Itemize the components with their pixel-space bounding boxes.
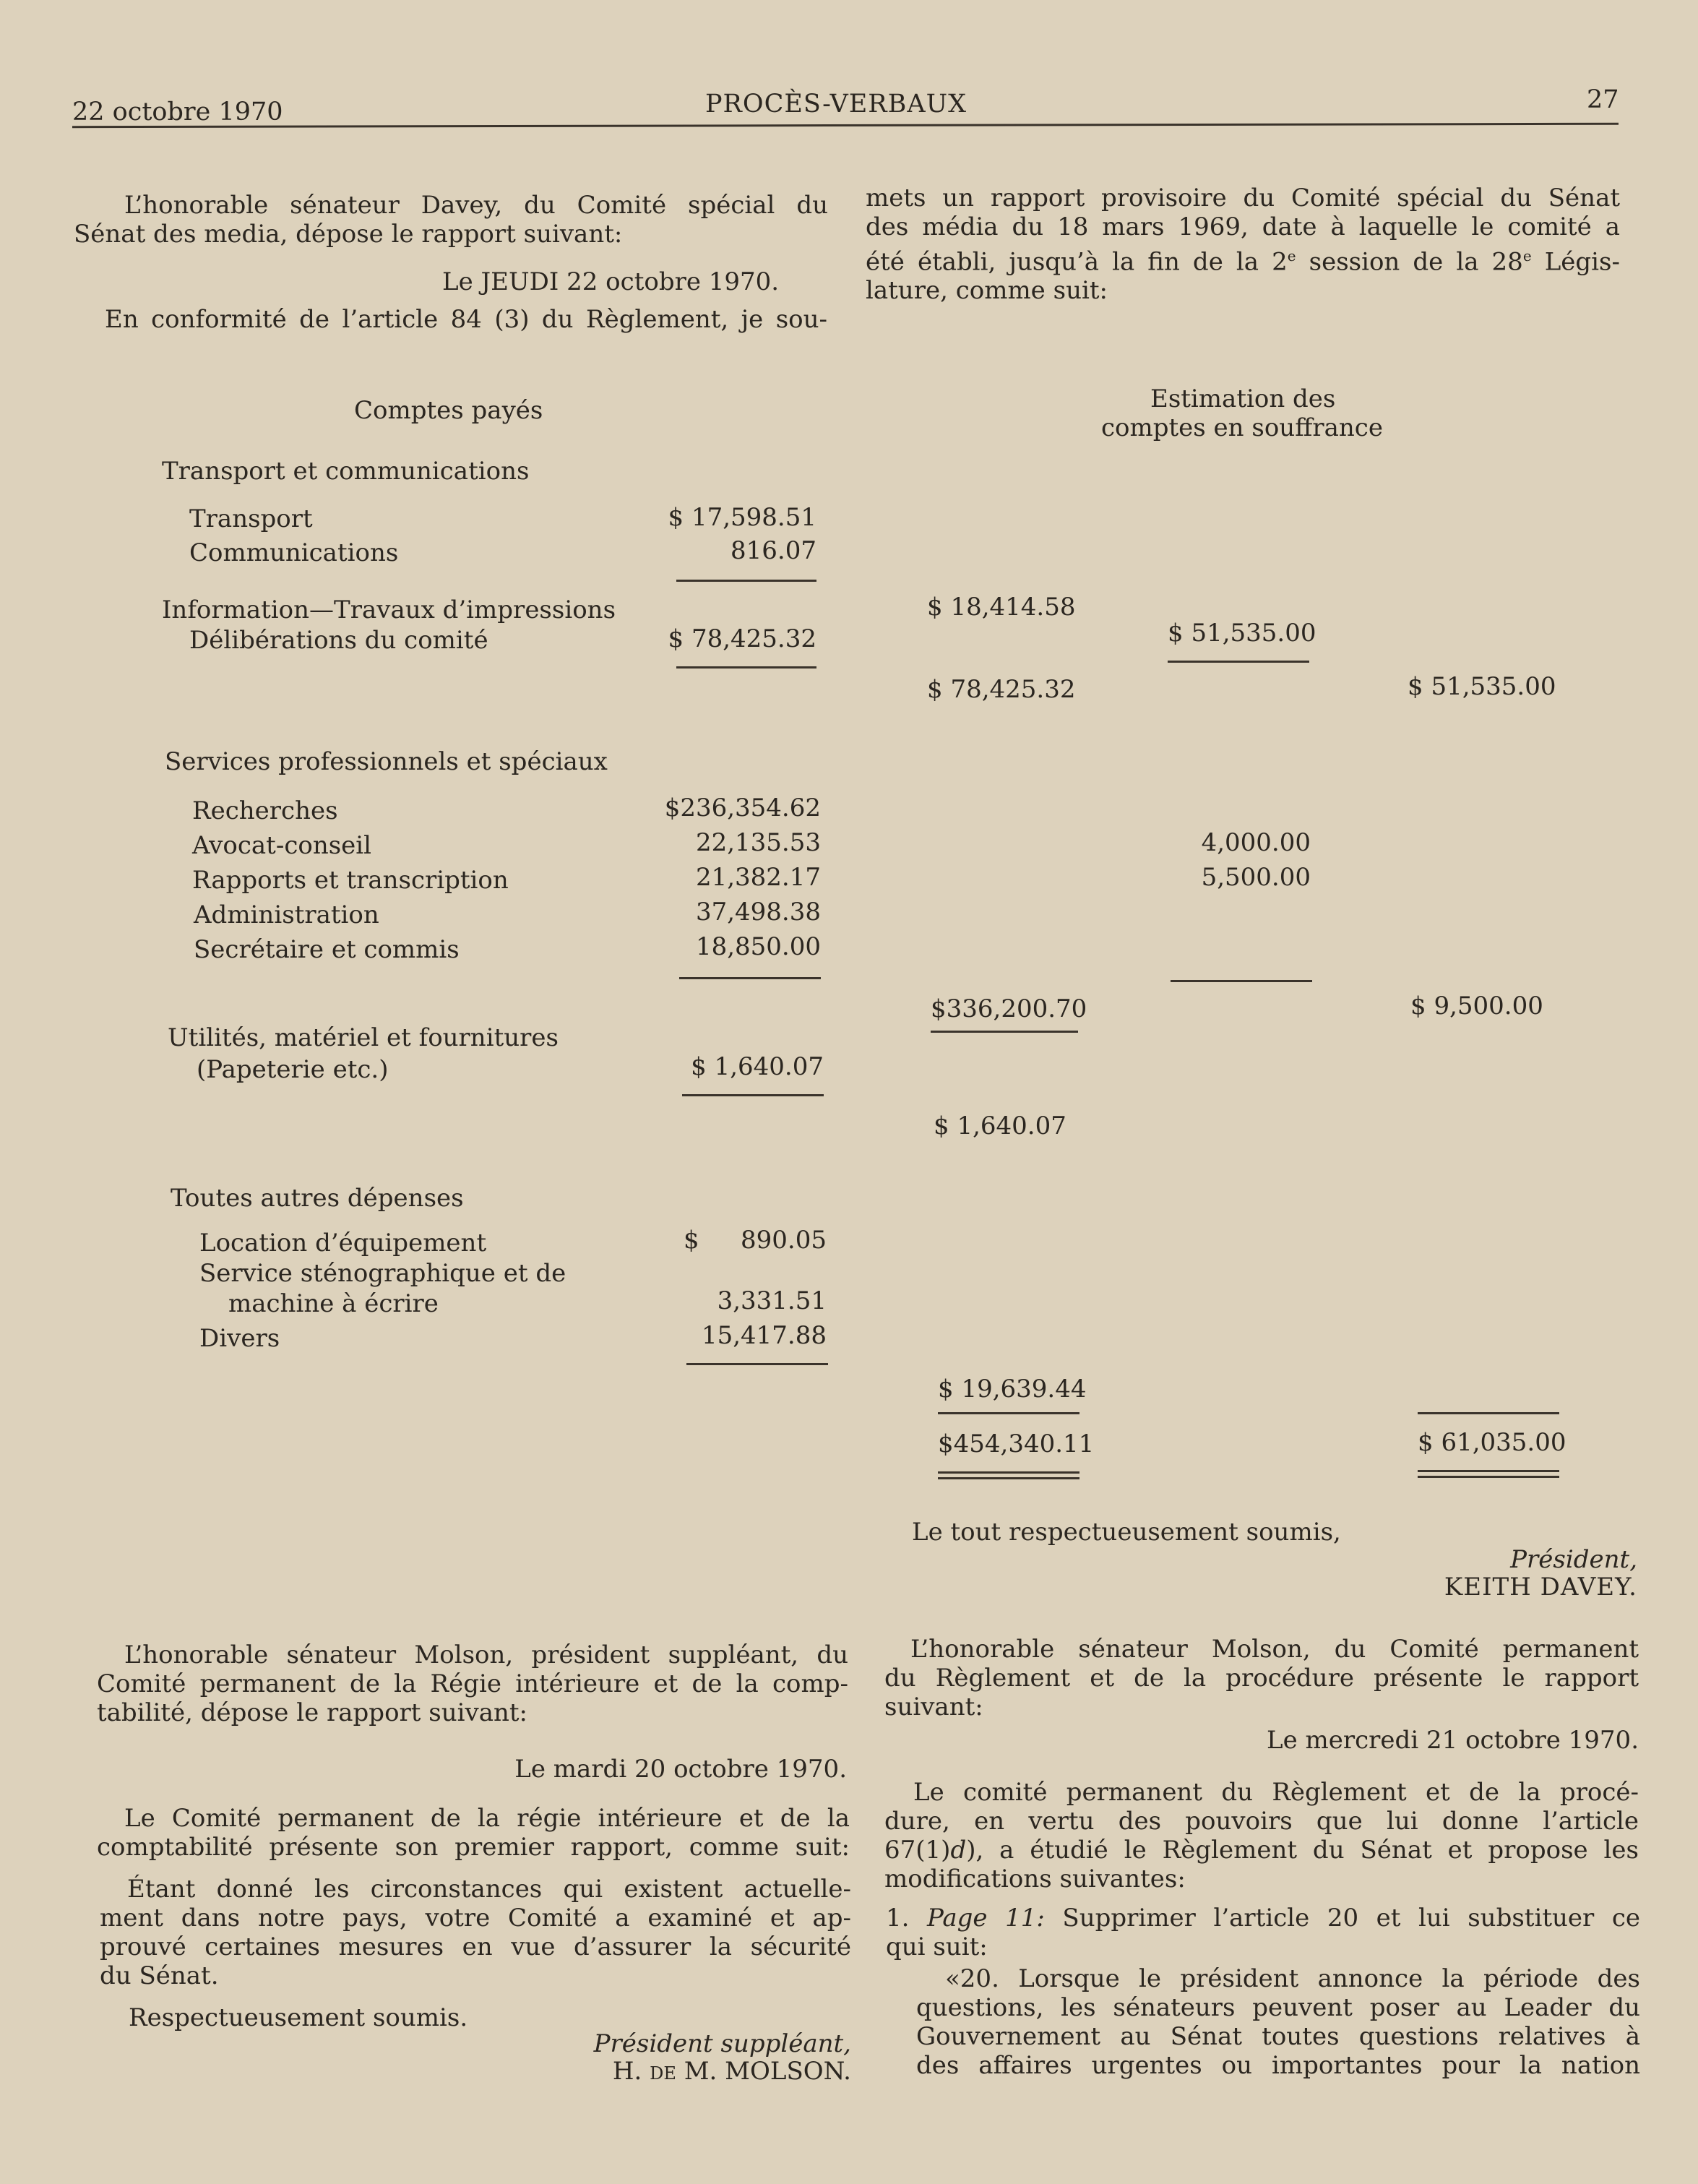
- intro-left-line: En conformité de l’article 84 (3) du Règlement, je sou-: [105, 305, 827, 334]
- molson-right-line: des affaires urgentes ou importantes pour la nation: [916, 2051, 1640, 2080]
- row-amount: 816.07: [731, 536, 816, 565]
- row-amount: 3,331.51: [717, 1286, 827, 1315]
- row-estimate: 4,000.00: [1201, 828, 1311, 857]
- row-label: Service sténographique et de: [199, 1259, 566, 1288]
- row-label: Information—Travaux d’impressions: [162, 596, 616, 624]
- row-label: Avocat-conseil: [192, 831, 372, 860]
- row-amount: $ 17,598.51: [668, 503, 816, 532]
- molson-left-line: comptabilité présente son premier rapport, comme suit:: [97, 1833, 850, 1862]
- intro-right-line: mets un rapport provisoire du Comité spécial du Sénat: [866, 184, 1620, 212]
- signoff-line: Le tout respectueusement soumis,: [912, 1518, 1341, 1547]
- molson-left-date: Le mardi 20 octobre 1970.: [514, 1755, 847, 1784]
- row-amount: 22,135.53: [695, 828, 821, 857]
- subtotal-rule: [679, 977, 821, 979]
- row-subtotal: $ 18,414.58: [927, 593, 1076, 622]
- intro-right-paragraph: [866, 184, 1620, 305]
- row-estimate: 5,500.00: [1201, 863, 1311, 892]
- molson-right-line: Le comité permanent du Règlement et de la procé-: [913, 1778, 1639, 1807]
- signoff-role: Président,: [1510, 1545, 1637, 1574]
- section-total-estimate: $ 51,535.00: [1408, 672, 1556, 701]
- row-amount: 15,417.88: [701, 1321, 827, 1350]
- molson-right-line: 67(1)d), a étudié le Règlement du Sénat et propose les: [884, 1836, 1639, 1865]
- row-label: Administration: [194, 900, 379, 929]
- molson-right-line: L’honorable sénateur Molson, du Comité permanent: [910, 1635, 1639, 1664]
- molson-right-amendment: [886, 1904, 1640, 1961]
- subtotal-rule: [676, 666, 816, 668]
- subtotal-rule: [1418, 1412, 1559, 1414]
- subtotal-rule: [938, 1412, 1079, 1414]
- section-total: $ 19,639.44: [938, 1375, 1087, 1403]
- row-label: Location d’équipement: [199, 1229, 487, 1257]
- intro-left-paragraph: [74, 191, 828, 249]
- molson-left-line: tabilité, dépose le rapport suivant:: [97, 1698, 527, 1727]
- row-amount: $ 78,425.32: [668, 624, 816, 653]
- header-date: 22 octobre 1970: [72, 98, 283, 126]
- row-estimate: $ 51,535.00: [1168, 619, 1316, 648]
- accounts-table: [0, 376, 1698, 1489]
- molson-left-line: Le Comité permanent de la régie intérieure et de la: [124, 1804, 850, 1833]
- row-label: Secrétaire et commis: [194, 935, 460, 964]
- header-title: PROCÈS-VERBAUX: [705, 90, 967, 119]
- row-label: Divers: [199, 1324, 280, 1353]
- subtotal-rule: [686, 1363, 828, 1365]
- row-label: machine à écrire: [228, 1289, 439, 1318]
- subtotal-rule: [1171, 980, 1312, 982]
- section-title: Utilités, matériel et fournitures: [168, 1023, 559, 1052]
- molson-right-quote: [916, 1964, 1640, 2080]
- molson-right-line: Gouvernement au Sénat toutes questions relatives à: [916, 2022, 1640, 2051]
- double-rule: [938, 1471, 1079, 1474]
- molson-left-line: du Sénat.: [100, 1961, 219, 1990]
- molson-right-line: «20. Lorsque le président annonce la période des: [945, 1964, 1640, 1993]
- molson-left-line: L’honorable sénateur Molson, président suppléant, du: [124, 1641, 848, 1669]
- subtotal-rule: [1168, 661, 1309, 663]
- subtotal-rule: [931, 1031, 1078, 1033]
- molson-left-line: ment dans notre pays, votre Comité a examiné et ap-: [100, 1904, 851, 1933]
- molson-left-respect: Respectueusement soumis.: [129, 2003, 468, 2032]
- row-amount: $ 1,640.07: [691, 1052, 824, 1081]
- molson-right-line: modifications suivantes:: [884, 1865, 1186, 1893]
- grand-total-estimate: $ 61,035.00: [1418, 1428, 1566, 1457]
- intro-left-line: L’honorable sénateur Davey, du Comité spécial du: [124, 191, 828, 220]
- col-header-paid: Comptes payés: [354, 396, 543, 425]
- section-title: Toutes autres dépenses: [171, 1184, 464, 1213]
- running-header: [0, 0, 1698, 137]
- molson-right-date: Le mercredi 21 octobre 1970.: [1267, 1726, 1639, 1755]
- double-rule: [1418, 1470, 1559, 1472]
- col-header-estimate-2: comptes en souffrance: [1101, 413, 1383, 442]
- molson-right-line: du Règlement et de la procédure présente le rapport: [884, 1664, 1639, 1693]
- section-total: $ 1,640.07: [934, 1112, 1066, 1140]
- molson-left-role: Président suppléant,: [593, 2029, 851, 2058]
- signoff-name: KEITH DAVEY.: [1444, 1573, 1637, 1602]
- row-amount: 18,850.00: [695, 932, 821, 961]
- section-title: Services professionnels et spéciaux: [165, 747, 608, 776]
- molson-right-intro: [884, 1635, 1639, 1721]
- molson-right-line: qui suit:: [886, 1933, 988, 1961]
- molson-left-body: [100, 1875, 851, 1990]
- intro-right-line: des média du 18 mars 1969, date à laquelle le comité a: [866, 212, 1620, 241]
- page-number: 27: [1587, 85, 1619, 114]
- double-rule: [938, 1477, 1079, 1479]
- subtotal-rule: [676, 580, 816, 582]
- molson-left-report: [97, 1804, 850, 1862]
- row-label: Délibérations du comité: [189, 626, 488, 655]
- intro-right-line: été établi, jusqu’à la fin de la 2e session de la 28e Légis-: [866, 247, 1620, 277]
- row-amount: 21,382.17: [695, 863, 821, 892]
- intro-date-line: Le JEUDI 22 octobre 1970.: [442, 267, 780, 296]
- section-total: $336,200.70: [931, 994, 1087, 1023]
- molson-left-intro: [97, 1641, 848, 1727]
- molson-left-line: Comité permanent de la Régie intérieure et de la comp-: [97, 1669, 848, 1698]
- section-total: $ 78,425.32: [927, 675, 1076, 704]
- intro-right-line: lature, comme suit:: [866, 276, 1108, 306]
- molson-right-body: [884, 1778, 1639, 1893]
- molson-right-line: 1. Page 11: Supprimer l’article 20 et lui substituer ce: [886, 1904, 1641, 1933]
- intro-left-line: Sénat des media, dépose le rapport suivant:: [74, 220, 623, 249]
- row-label: (Papeterie etc.): [197, 1055, 389, 1084]
- row-amount: $236,354.62: [664, 794, 821, 822]
- grand-total: $454,340.11: [938, 1430, 1095, 1458]
- molson-right-line: dure, en vertu des pouvoirs que lui donne l’article: [884, 1807, 1639, 1836]
- row-dollar: $: [684, 1226, 699, 1255]
- molson-left-line: prouvé certaines mesures en vue d’assurer la sécurité: [100, 1933, 851, 1961]
- row-label: Communications: [189, 538, 399, 567]
- subtotal-rule: [682, 1094, 824, 1096]
- row-amount: 890.05: [741, 1226, 827, 1255]
- col-header-estimate-1: Estimation des: [1150, 384, 1336, 413]
- section-title: Transport et communications: [162, 457, 530, 486]
- row-amount: 37,498.38: [695, 898, 821, 927]
- intro-left-paragraph-2: [105, 305, 827, 334]
- molson-right-line: suivant:: [884, 1693, 983, 1721]
- row-label: Recherches: [192, 796, 338, 825]
- molson-left-line: Étant donné les circonstances qui existent actuelle-: [127, 1875, 851, 1904]
- row-label: Transport: [189, 504, 313, 533]
- section-total-estimate: $ 9,500.00: [1410, 992, 1543, 1020]
- double-rule: [1418, 1476, 1559, 1478]
- molson-left-name: H. de M. MOLSON.: [612, 2057, 851, 2086]
- molson-right-line: questions, les sénateurs peuvent poser au Leader du: [916, 1993, 1640, 2022]
- row-label: Rapports et transcription: [192, 866, 509, 895]
